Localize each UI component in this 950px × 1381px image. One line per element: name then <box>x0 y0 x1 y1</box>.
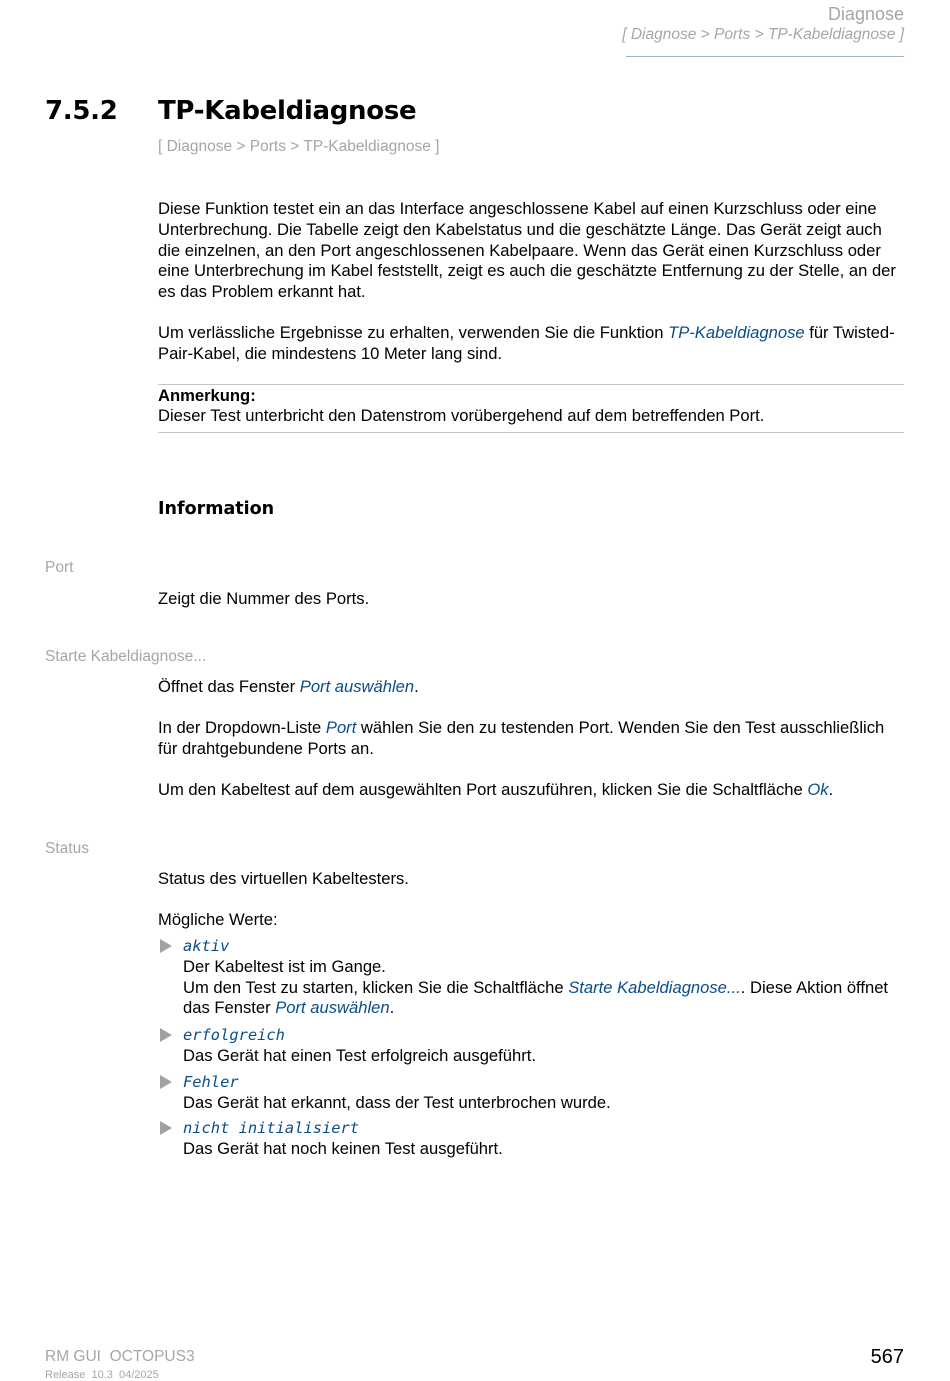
function-link[interactable]: TP-Kabeldiagnose <box>668 323 805 342</box>
section-title: TP-Kabeldiagnose <box>158 96 417 126</box>
window-link[interactable]: Port auswählen <box>275 998 390 1018</box>
page-number: 567 <box>870 1346 904 1368</box>
text-run: In der Dropdown-Liste <box>158 718 326 737</box>
value-body <box>183 936 907 1019</box>
triangle-bullet-icon <box>160 1121 172 1135</box>
value-body <box>183 1072 907 1114</box>
dropdown-link[interactable]: Port <box>325 718 357 737</box>
start-paragraph-1 <box>158 677 906 698</box>
text-run: . <box>389 998 395 1018</box>
text-run: . Diese Aktion öffnet das Fenster <box>183 977 889 1018</box>
running-header-breadcrumb: [ Diagnose > Ports > TP-Kabeldiagnose ] <box>622 26 904 43</box>
status-description: Status des virtuellen Kabeltesters. <box>158 869 409 888</box>
value-name: erfolgreich <box>183 1026 285 1044</box>
value-detail <box>183 978 907 1020</box>
text-run: . <box>414 677 419 696</box>
value-body <box>183 1025 907 1067</box>
information-heading: Information <box>158 499 275 519</box>
section-breadcrumb: [ Diagnose > Ports > TP-Kabeldiagnose ] <box>158 138 440 155</box>
value-description: Das Gerät hat erkannt, dass der Test unterbrochen wurde. <box>183 1092 611 1112</box>
port-description: Zeigt die Nummer des Ports. <box>158 589 370 608</box>
text-run: . <box>828 780 834 799</box>
text-run: wählen Sie den zu testenden Port. Wenden Sie den Test ausschließlich für drahtgebundene Ports an. <box>158 718 885 758</box>
text-run: Um verlässliche Ergebnisse zu erhalten, verwenden Sie die Funktion <box>158 323 669 342</box>
value-name: nicht initialisiert <box>183 1119 360 1137</box>
footer-release: Release 10.3 04/2025 <box>45 1369 159 1381</box>
intro-paragraph: Diese Funktion testet ein an das Interface angeschlossene Kabel auf einen Kurzschluss oder eine Unterbrechung. Die Tabelle zeigt den Kabelstatus und die geschätzte Länge. Das Gerät zeigt auch die einzelnen, an den Port angeschlossenen Kabelpaare. Wenn das Gerät einen Kurzschluss oder eine Unterbrechung im Kabel feststellt, zeigt es auch die geschätzte Entfernung zu der Stelle, an der es das Problem erkannt hat. <box>158 199 896 302</box>
intro-paragraph-2 <box>158 323 906 365</box>
possible-values-label: Mögliche Werte: <box>158 910 278 929</box>
text-run: Um den Kabeltest auf dem ausgewählten Port auszuführen, klicken Sie die Schaltfläche <box>158 780 808 799</box>
term-port: Port <box>45 559 74 576</box>
start-paragraph-3 <box>158 780 906 801</box>
term-start-cable-diagnosis: Starte Kabeldiagnose... <box>45 648 207 665</box>
start-button-link[interactable]: Starte Kabeldiagnose... <box>568 977 741 997</box>
text-run: Öffnet das Fenster <box>158 677 300 696</box>
note-rule-bottom <box>158 432 904 433</box>
note-label: Anmerkung: <box>158 386 256 405</box>
footer-document-name: RM GUI OCTOPUS3 <box>45 1348 195 1365</box>
text-run: für Twisted-Pair-Kabel, die mindestens 10 Meter lang sind. <box>158 323 895 363</box>
note-rule-top <box>158 384 904 385</box>
header-rule <box>626 56 904 57</box>
section-number: 7.5.2 <box>45 96 118 126</box>
value-description: Das Gerät hat noch keinen Test ausgeführt. <box>183 1138 503 1158</box>
value-name: Fehler <box>183 1073 239 1091</box>
note-text: Dieser Test unterbricht den Datenstrom vorübergehend auf dem betreffenden Port. <box>158 406 765 425</box>
triangle-bullet-icon <box>160 939 172 953</box>
running-header-title: Diagnose <box>827 4 904 24</box>
start-paragraph-2 <box>158 718 906 760</box>
ok-button-link[interactable]: Ok <box>807 780 829 799</box>
value-description: Das Gerät hat einen Test erfolgreich ausgeführt. <box>183 1045 536 1065</box>
value-name: aktiv <box>183 937 230 955</box>
text-run: Um den Test zu starten, klicken Sie die Schaltfläche <box>183 977 569 997</box>
triangle-bullet-icon <box>160 1075 172 1089</box>
value-body <box>183 1118 907 1160</box>
window-link[interactable]: Port auswählen <box>299 677 415 696</box>
value-description: Der Kabeltest ist im Gange. <box>183 956 386 976</box>
triangle-bullet-icon <box>160 1028 172 1042</box>
term-status: Status <box>45 840 89 857</box>
